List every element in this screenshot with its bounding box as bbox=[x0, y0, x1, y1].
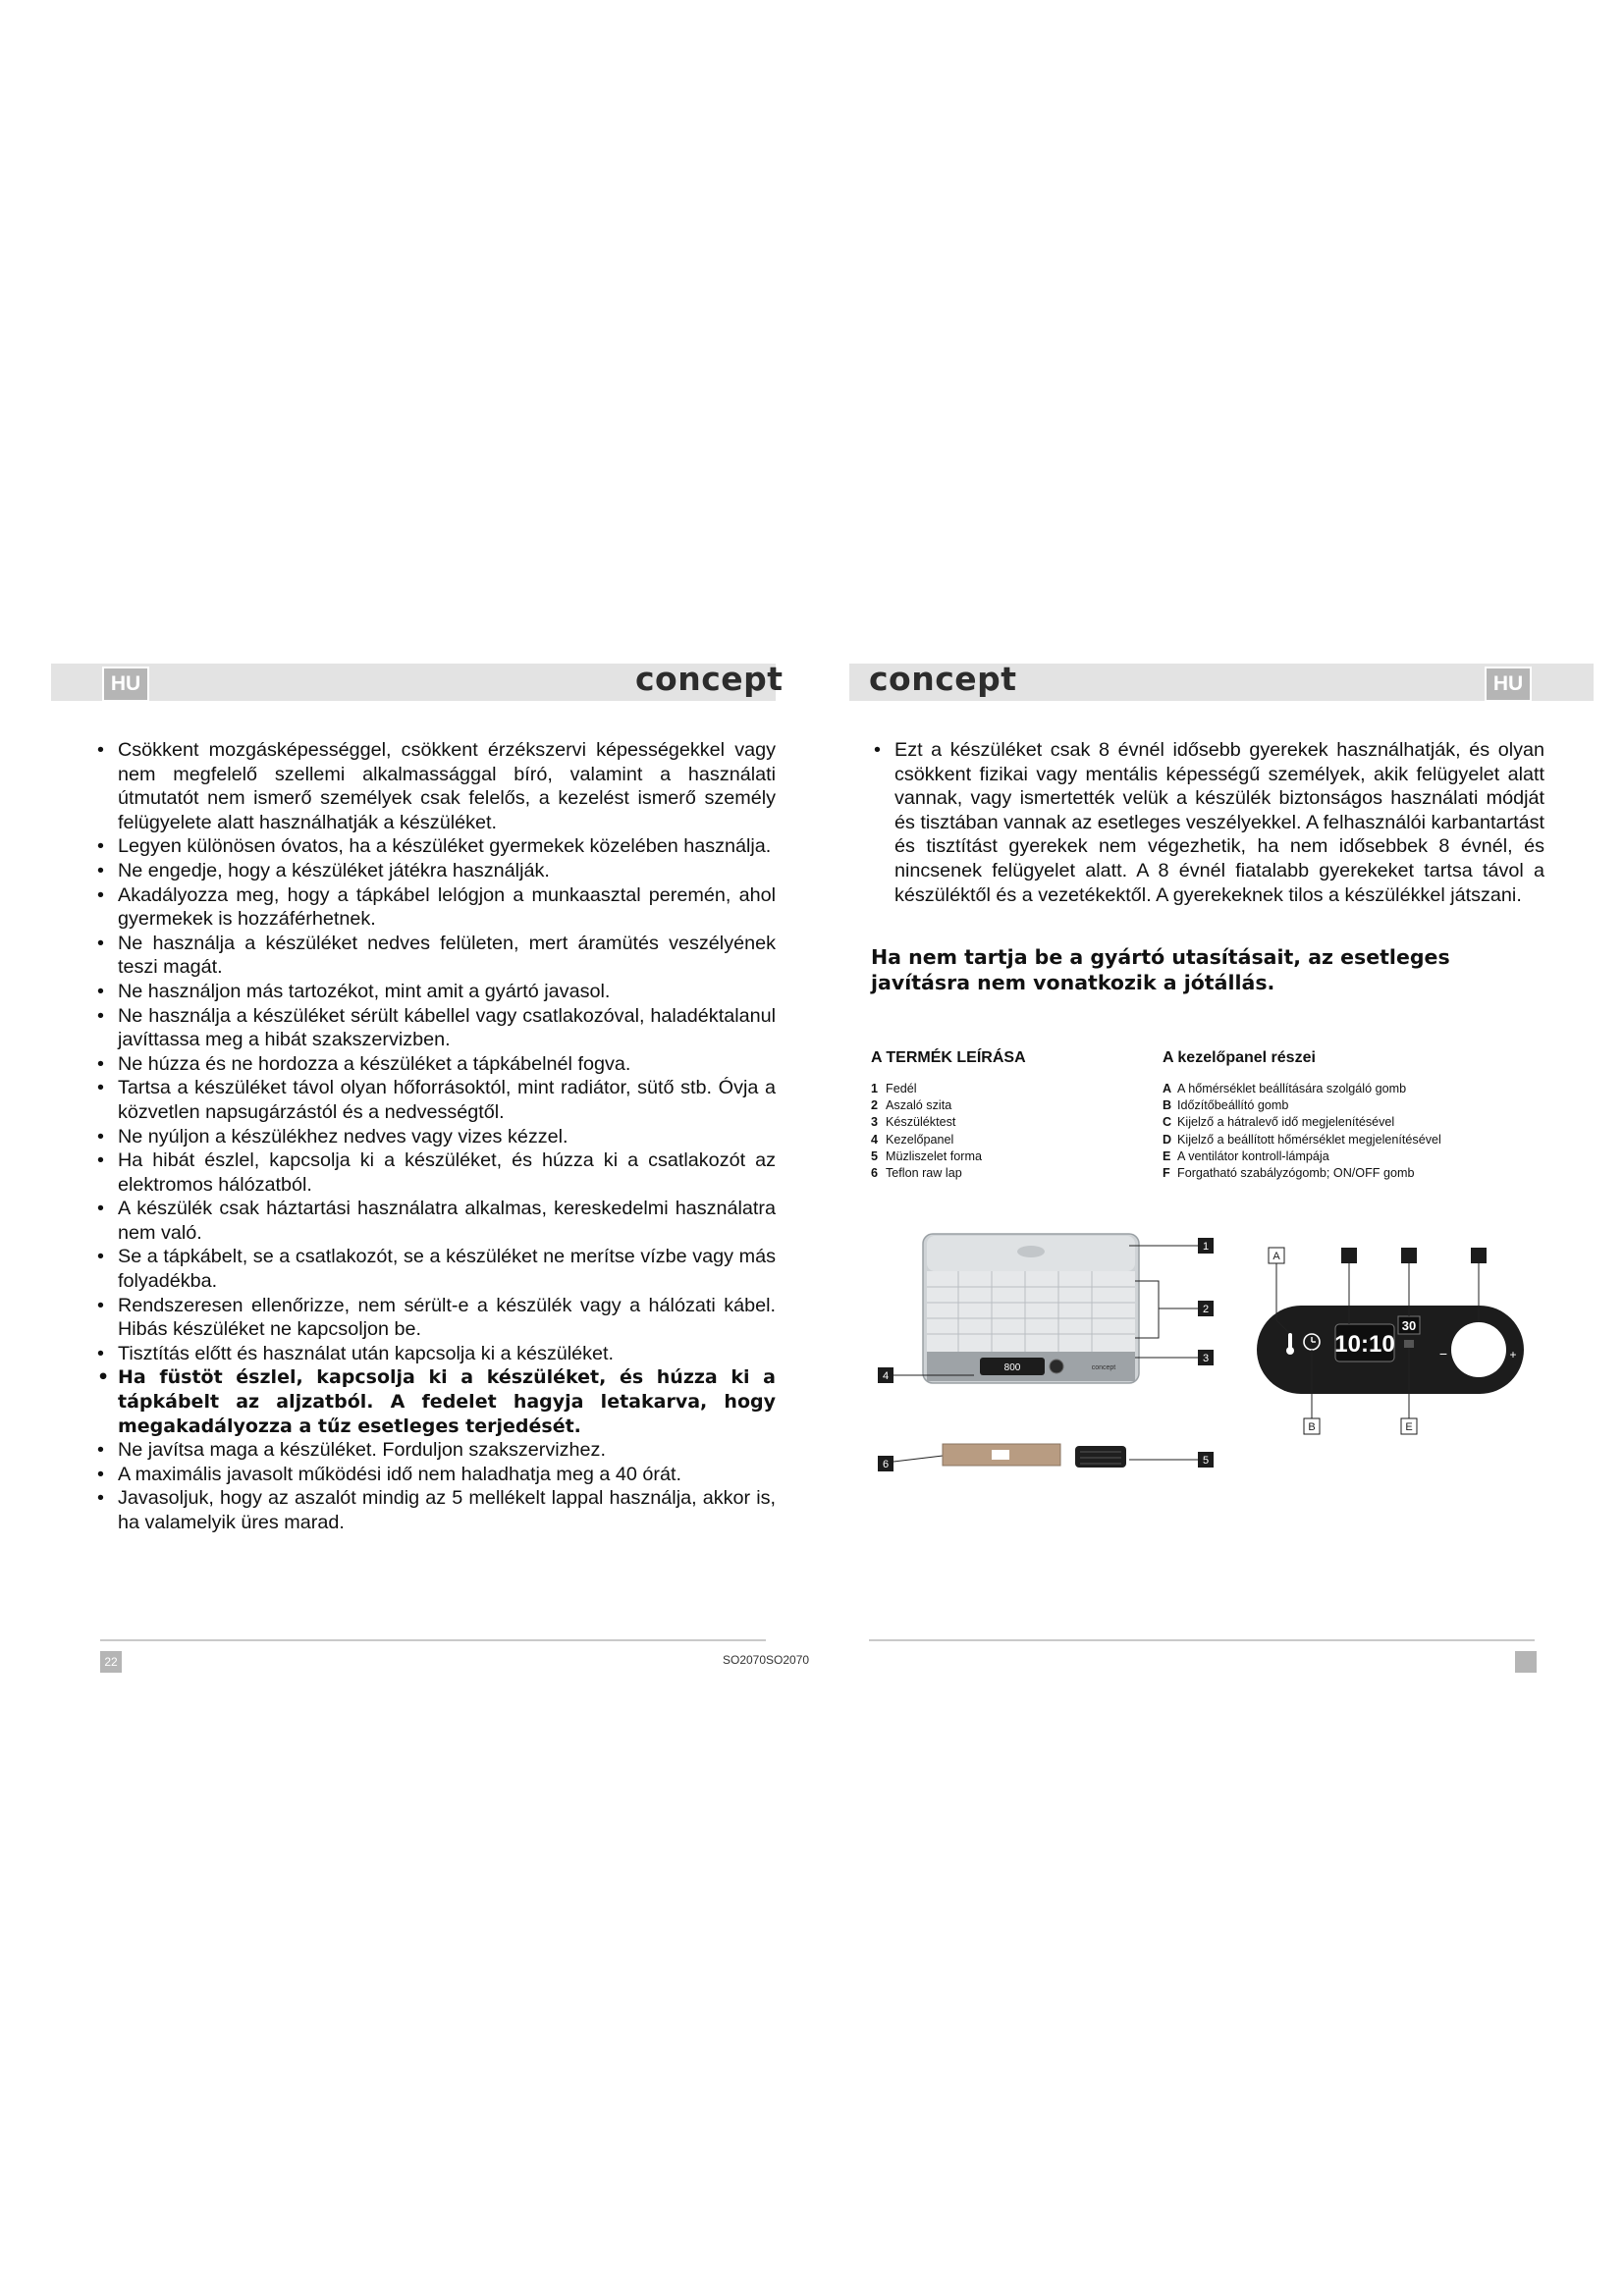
part-key: 5 bbox=[871, 1148, 879, 1163]
callout-label: E bbox=[1405, 1421, 1413, 1433]
control-panel-illustration bbox=[1257, 1306, 1524, 1394]
list-item: • Tartsa a készüléket távol olyan hőforrásoktól, mint radiátor, sütő stb. Óvja a közvetlen napsugárzástól és a nedvességtől. bbox=[94, 1076, 776, 1124]
callout-label: 1 bbox=[1202, 1241, 1210, 1253]
panel-part-line bbox=[1163, 1148, 1575, 1165]
language-badge-right: HU bbox=[1485, 667, 1532, 702]
time-display-text: 10:10 bbox=[1334, 1331, 1395, 1358]
panel-part-line bbox=[1163, 1097, 1575, 1114]
callout-label: 6 bbox=[882, 1459, 890, 1470]
panel-part-key: E bbox=[1163, 1148, 1171, 1163]
product-diagram bbox=[864, 1222, 1561, 1492]
panel-part-line bbox=[1163, 1081, 1575, 1097]
list-item: • Rendszeresen ellenőrizze, nem sérült-e a készülék vagy a hálózati kábel. Hibás készüléket ne kapcsoljon be. bbox=[94, 1294, 776, 1342]
knob-minus-label: − bbox=[1438, 1346, 1448, 1362]
temperature-display-text: 30 bbox=[1401, 1318, 1417, 1333]
panel-part-line bbox=[1163, 1114, 1575, 1131]
control-knob bbox=[1451, 1322, 1506, 1377]
list-item: • Javasoljuk, hogy az aszalót mindig az 5 mellékelt lappal használja, akkor is, ha valamelyik üres marad. bbox=[94, 1486, 776, 1534]
list-item: • Ne használja a készüléket sérült kábellel vagy csatlakozóval, haladéktalanul javíttassa meg a hibát szakszervizben. bbox=[94, 1004, 776, 1052]
part-key: 6 bbox=[871, 1166, 879, 1181]
panel-part-label: Időzítőbeállító gomb bbox=[1177, 1098, 1289, 1113]
panel-part-line bbox=[1163, 1165, 1575, 1182]
part-key: 3 bbox=[871, 1115, 879, 1130]
list-item: • A maximális javasolt működési idő nem haladhatja meg a 40 órát. bbox=[94, 1463, 776, 1487]
callout-label: 4 bbox=[882, 1370, 890, 1382]
safety-instructions-right bbox=[871, 738, 1544, 995]
list-item: • Ne használja a készüléket nedves felületen, mert áramütés veszélyének teszi magát. bbox=[94, 932, 776, 980]
part-label: Kezelőpanel bbox=[886, 1132, 954, 1147]
part-line bbox=[871, 1114, 1156, 1131]
panel-part-label: Kijelző a hátralevő idő megjelenítésével bbox=[1177, 1115, 1395, 1130]
footer-divider-left bbox=[100, 1639, 766, 1641]
callout-label: 3 bbox=[1202, 1353, 1210, 1364]
lid-vent-icon bbox=[1017, 1246, 1045, 1257]
part-label: Müzliszelet forma bbox=[886, 1148, 982, 1163]
product-description-title: A TERMÉK LEÍRÁSA bbox=[871, 1049, 1026, 1066]
list-item: • Ne engedje, hogy a készüléket játékra használják. bbox=[94, 859, 776, 883]
callout-label: 5 bbox=[1202, 1455, 1210, 1467]
list-item: • Ne használjon más tartozékot, mint amit a gyártó javasol. bbox=[94, 980, 776, 1004]
fan-indicator-icon bbox=[1404, 1340, 1414, 1348]
panel-part-label: A hőmérséklet beállítására szolgáló gomb bbox=[1177, 1082, 1407, 1095]
knob-plus-label: + bbox=[1509, 1348, 1517, 1362]
panel-part-key: A bbox=[1163, 1082, 1172, 1095]
callout-label: 2 bbox=[1202, 1304, 1210, 1315]
list-item: • Legyen különösen óvatos, ha a készüléket gyermekek közelében használja. bbox=[94, 834, 776, 859]
list-item: • Se a tápkábelt, se a csatlakozót, se a készüléket ne merítse vízbe vagy más folyadékba. bbox=[94, 1245, 776, 1293]
callout-label: B bbox=[1308, 1421, 1316, 1433]
part-line bbox=[871, 1148, 1156, 1165]
appliance-brand-text: concept bbox=[1091, 1364, 1116, 1371]
part-key: 1 bbox=[871, 1082, 879, 1095]
panel-part-key: C bbox=[1163, 1115, 1172, 1130]
list-item: • A készülék csak háztartási használatra alkalmas, kereskedelmi használatra nem való. bbox=[94, 1197, 776, 1245]
part-line bbox=[871, 1165, 1156, 1182]
list-item: • Ne nyúljon a készülékhez nedves vagy vizes kézzel. bbox=[94, 1125, 776, 1149]
teflon-sheet-cutout bbox=[992, 1450, 1009, 1460]
callout-box bbox=[1341, 1248, 1357, 1263]
panel-part-label: Kijelző a beállított hőmérséklet megjelenítésével bbox=[1177, 1132, 1441, 1147]
panel-part-key: D bbox=[1163, 1132, 1172, 1147]
part-key: 2 bbox=[871, 1098, 879, 1113]
panel-part-label: A ventilátor kontroll-lámpája bbox=[1177, 1148, 1329, 1163]
safety-list-left bbox=[94, 738, 776, 1535]
panel-description-title: A kezelőpanel részei bbox=[1163, 1049, 1316, 1066]
panel-description bbox=[1163, 1049, 1575, 1182]
safety-list-right bbox=[871, 738, 1544, 907]
product-diagram-svg bbox=[864, 1222, 1561, 1492]
brand-logo-left: concept bbox=[635, 660, 784, 698]
thermometer-icon bbox=[1288, 1333, 1292, 1349]
part-label: Teflon raw lap bbox=[886, 1166, 962, 1181]
page-number-left: 22 bbox=[100, 1651, 122, 1673]
model-number: SO2070SO2070 bbox=[723, 1653, 810, 1667]
part-label: Aszaló szita bbox=[886, 1098, 952, 1113]
panel-part-key: B bbox=[1163, 1098, 1172, 1113]
part-line bbox=[871, 1132, 1156, 1148]
part-label: Készüléktest bbox=[886, 1115, 956, 1130]
list-item: • Tisztítás előtt és használat után kapcsolja ki a készüléket. bbox=[94, 1342, 776, 1366]
part-label: Fedél bbox=[886, 1082, 917, 1095]
appliance-knob-icon bbox=[1050, 1360, 1063, 1373]
safety-instructions-left bbox=[94, 738, 776, 1535]
brand-logo-right: concept bbox=[869, 660, 1017, 698]
list-item: • Ne húzza és ne hordozza a készüléket a tápkábelnél fogva. bbox=[94, 1052, 776, 1077]
callout-label: A bbox=[1272, 1251, 1280, 1262]
list-item: • Ezt a készüléket csak 8 évnél idősebb gyerekek használhatják, és olyan csökkent fizikai vagy mentális képességű személyek, akik felügyelet alatt vannak, vagy ismertették velük a készülék biztonságos használati módját és tisztában vannak az esetleges veszélyekkel. A felhasználói karbantartást és tisztítást gyerekek nem végezhetik, ha nem idősebbek 8 évnél, és nincsenek felügyelet alatt. A 8 évnél fiatalabb gyerekeket tartsa távol a készüléktől és a vezetékektől. A gyerekeknek tilos a készülékkel játszani. bbox=[871, 738, 1544, 907]
list-item-warning: • Ha füstöt észlel, kapcsolja ki a készüléket, és húzza ki a tápkábelt az aljzatból. A fedelet hagyja letakarva, hogy megakadályozza a tűz esetleges terjedését. bbox=[94, 1365, 776, 1438]
page-number-right bbox=[1515, 1651, 1537, 1673]
footer-divider-right bbox=[869, 1639, 1535, 1641]
list-item: • Akadályozza meg, hogy a tápkábel lelógjon a munkaasztal peremén, ahol gyermekek is hozzáférhetnek. bbox=[94, 883, 776, 932]
part-line bbox=[871, 1097, 1156, 1114]
part-key: 4 bbox=[871, 1132, 879, 1147]
part-line bbox=[871, 1081, 1156, 1097]
dehydrator-illustration bbox=[923, 1234, 1139, 1383]
panel-part-key: F bbox=[1163, 1166, 1170, 1181]
callout-box bbox=[1401, 1248, 1417, 1263]
list-item: • Csökkent mozgásképességgel, csökkent érzékszervi képességekkel vagy nem megfelelő szellemi alkalmassággal bíró, valamint a használati útmutatót nem ismerő személyek csak felelős, a kezelést ismerő személy felügyelete alatt használhatják a készüléket. bbox=[94, 738, 776, 834]
thermometer-bulb-icon bbox=[1286, 1347, 1294, 1355]
list-item: • Ha hibát észlel, kapcsolja ki a készüléket, és húzza ki a csatlakozót az elektromos hálózatból. bbox=[94, 1148, 776, 1197]
panel-part-label: Forgatható szabályzógomb; ON/OFF gomb bbox=[1177, 1166, 1415, 1181]
muesli-bar-mold-illustration bbox=[1075, 1446, 1126, 1468]
panel-part-line bbox=[1163, 1132, 1575, 1148]
warranty-notice: Ha nem tartja be a gyártó utasításait, az esetleges javításra nem vonatkozik a jótállás. bbox=[871, 945, 1450, 995]
language-badge-left: HU bbox=[102, 667, 149, 702]
list-item: • Ne javítsa maga a készüléket. Forduljon szakszervizhez. bbox=[94, 1438, 776, 1463]
callout-box bbox=[1471, 1248, 1487, 1263]
product-description bbox=[871, 1049, 1156, 1182]
appliance-display-text: 800 bbox=[1003, 1362, 1021, 1373]
